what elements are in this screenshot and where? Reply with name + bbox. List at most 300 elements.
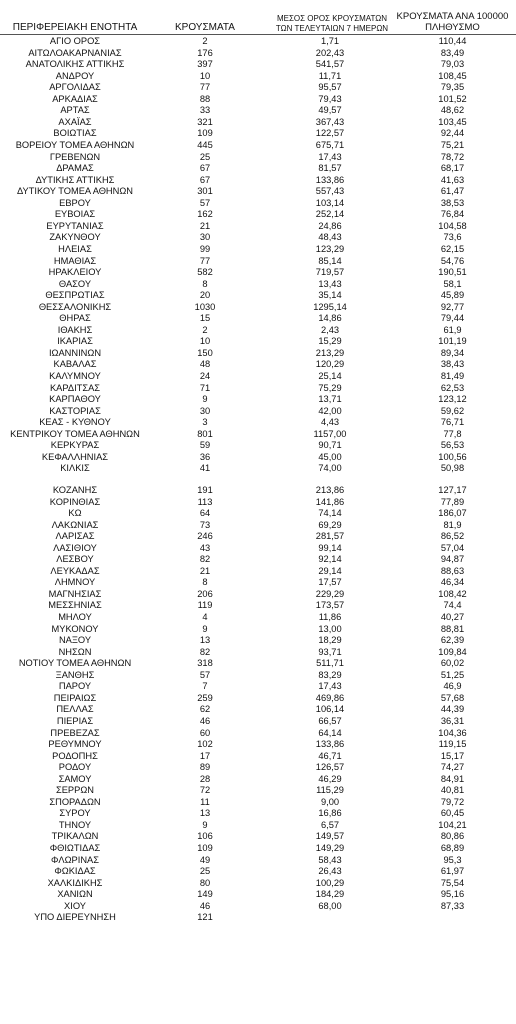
row-cases: 67 — [199, 174, 211, 185]
table-row — [0, 71, 516, 82]
row-per100k: 75,21 — [440, 140, 465, 150]
row-avg7: 29,14 — [318, 565, 342, 576]
table-row — [0, 878, 516, 889]
row-cases: 1030 — [194, 301, 216, 312]
row-cases: 10 — [199, 70, 211, 81]
table-row — [0, 912, 516, 923]
row-cases: 36 — [199, 451, 211, 462]
row-region: ΚΑΡΠΑΘΟΥ — [49, 394, 101, 405]
table-row — [0, 855, 516, 866]
row-cases: 582 — [197, 267, 213, 277]
table-row — [0, 371, 516, 382]
row-per100k: 119,15 — [438, 739, 467, 749]
row-per100k: 58,1 — [443, 278, 462, 289]
row-region: ΚΙΛΚΙΣ — [60, 463, 90, 474]
table-row — [0, 808, 516, 819]
table-row — [0, 658, 516, 669]
row-per100k: 103,45 — [438, 116, 467, 127]
table-row — [0, 463, 516, 474]
row-region: ΧΑΛΚΙΔΙΚΗΣ — [47, 877, 103, 888]
table-row — [0, 589, 516, 600]
row-cases: 176 — [197, 47, 213, 58]
row-region: ΤΡΙΚΑΛΩΝ — [51, 831, 99, 842]
table-row — [0, 785, 516, 796]
row-region: ΜΕΣΣΗΝΙΑΣ — [48, 600, 102, 611]
row-cases: 113 — [197, 496, 213, 507]
row-per100k: 36,31 — [440, 715, 465, 726]
row-avg7: 719,57 — [315, 267, 345, 277]
row-cases: 28 — [199, 773, 211, 784]
table-row — [0, 209, 516, 220]
row-per100k: 81,9 — [443, 519, 462, 530]
row-region: ΗΡΑΚΛΕΙΟΥ — [48, 267, 102, 277]
row-per100k: 76,71 — [440, 417, 465, 428]
row-region: ΚΑΣΤΟΡΙΑΣ — [49, 405, 101, 416]
row-region: ΠΙΕΡΙΑΣ — [56, 715, 94, 726]
row-per100k: 62,53 — [440, 382, 465, 393]
row-per100k: 110,44 — [438, 36, 467, 46]
row-per100k: 38,43 — [440, 359, 465, 370]
row-cases: 246 — [197, 531, 213, 542]
row-cases: 9 — [202, 623, 208, 634]
row-per100k: 74,27 — [440, 762, 465, 773]
row-region: ΗΜΑΘΙΑΣ — [53, 255, 97, 266]
row-cases: 4 — [202, 612, 208, 622]
row-avg7: 16,86 — [318, 808, 342, 819]
row-cases: 73 — [199, 519, 211, 530]
row-per100k: 15,17 — [440, 750, 465, 761]
row-per100k: 84,91 — [440, 773, 465, 784]
table-row — [0, 290, 516, 301]
row-per100k: 54,76 — [440, 255, 465, 266]
row-region: ΕΥΒΟΙΑΣ — [54, 209, 96, 220]
row-avg7: 69,29 — [318, 519, 342, 530]
table-row — [0, 82, 516, 93]
row-region: ΔΥΤΙΚΟΥ ΤΟΜΕΑ ΑΘΗΝΩΝ — [16, 186, 134, 197]
row-region: ΚΟΖΑΝΗΣ — [52, 484, 98, 495]
row-avg7: 1,71 — [320, 36, 340, 46]
row-per100k: 92,77 — [440, 301, 465, 312]
row-region: ΥΠΟ ΔΙΕΡΕΥΝΗΣΗ — [34, 912, 116, 923]
table-row — [0, 681, 516, 692]
table-row — [0, 406, 516, 417]
row-avg7: 541,57 — [315, 59, 345, 70]
row-cases: 17 — [199, 750, 211, 761]
row-region: ΠΑΡΟΥ — [58, 681, 92, 692]
row-avg7: 9,00 — [320, 796, 340, 807]
row-region: ΡΟΔΟΥ — [58, 762, 92, 773]
row-avg7: 123,29 — [315, 243, 345, 254]
row-per100k: 100,56 — [438, 451, 467, 462]
row-region: ΣΕΡΡΩΝ — [55, 785, 94, 796]
table-row — [0, 48, 516, 59]
row-avg7: 2,43 — [320, 324, 340, 335]
table-row — [0, 728, 516, 739]
row-per100k: 76,84 — [440, 209, 465, 220]
table-row — [0, 383, 516, 394]
table-row — [0, 394, 516, 405]
row-region: ΚΩ — [68, 508, 82, 518]
table-row — [0, 105, 516, 116]
table-row — [0, 256, 516, 267]
table-row — [0, 543, 516, 554]
row-region: ΛΗΜΝΟΥ — [54, 577, 96, 588]
row-cases: 9 — [202, 819, 208, 830]
table-row — [0, 94, 516, 105]
row-avg7: 11,71 — [318, 70, 342, 81]
row-region: ΚΑΡΔΙΤΣΑΣ — [49, 382, 101, 393]
row-avg7: 100,29 — [315, 877, 345, 888]
row-avg7: 1295,14 — [313, 301, 347, 312]
row-avg7: 17,43 — [318, 681, 342, 692]
row-per100k: 95,3 — [443, 854, 462, 865]
row-region: ΦΘΙΩΤΙΔΑΣ — [49, 843, 101, 853]
table-row — [0, 716, 516, 727]
row-per100k: 38,53 — [440, 197, 465, 208]
row-region: ΕΥΡΥΤΑΝΙΑΣ — [46, 220, 104, 231]
row-region: ΚΑΛΥΜΝΟΥ — [49, 371, 101, 381]
row-region: ΡΕΘΥΜΝΟΥ — [48, 739, 102, 749]
row-avg7: 1157,00 — [313, 428, 347, 439]
row-per100k: 104,21 — [438, 819, 467, 830]
row-cases: 57 — [199, 197, 211, 208]
row-per100k: 78,72 — [440, 151, 465, 162]
row-cases: 3 — [202, 417, 208, 428]
row-region: ΒΟΙΩΤΙΑΣ — [53, 128, 97, 139]
row-avg7: 46,71 — [318, 750, 342, 761]
row-cases: 109 — [197, 128, 213, 139]
row-avg7: 25,14 — [318, 371, 342, 381]
row-avg7: 45,00 — [318, 451, 342, 462]
row-cases: 59 — [199, 440, 211, 451]
row-region: ΒΟΡΕΙΟΥ ΤΟΜΕΑ ΑΘΗΝΩΝ — [15, 140, 135, 150]
row-per100k: 87,33 — [440, 900, 465, 911]
row-cases: 77 — [199, 255, 211, 266]
row-region: ΣΑΜΟΥ — [58, 773, 92, 784]
row-cases: 72 — [199, 785, 211, 796]
row-cases: 162 — [197, 209, 213, 220]
row-region: ΑΡΤΑΣ — [60, 105, 90, 116]
row-per100k: 61,47 — [440, 186, 465, 197]
table-row — [0, 843, 516, 854]
table-row — [0, 647, 516, 658]
row-cases: 80 — [199, 877, 211, 888]
row-per100k: 79,35 — [440, 82, 465, 93]
row-cases: 191 — [197, 484, 213, 495]
row-cases: 82 — [199, 646, 211, 657]
row-avg7: 64,14 — [318, 727, 342, 738]
row-region: ΛΑΡΙΣΑΣ — [55, 531, 95, 542]
row-per100k: 45,89 — [440, 290, 465, 301]
row-avg7: 469,86 — [315, 692, 345, 703]
row-per100k: 95,16 — [440, 889, 465, 900]
row-avg7: 281,57 — [315, 531, 345, 542]
row-region: ΕΒΡΟΥ — [59, 197, 91, 208]
row-avg7: 13,00 — [318, 623, 342, 634]
row-avg7: 85,14 — [318, 255, 342, 266]
table-row — [0, 152, 516, 163]
row-cases: 8 — [202, 577, 208, 588]
row-avg7: 93,71 — [318, 646, 342, 657]
table-row — [0, 762, 516, 773]
table-row — [0, 232, 516, 243]
header-cases: ΚΡΟΥΣΜΑΤΑ — [175, 22, 235, 33]
row-cases: 445 — [197, 140, 213, 150]
table-row — [0, 128, 516, 139]
table-row — [0, 429, 516, 440]
row-avg7: 81,57 — [318, 163, 342, 174]
row-avg7: 24,86 — [318, 220, 342, 231]
table-row — [0, 693, 516, 704]
row-per100k: 40,81 — [440, 785, 465, 796]
row-region: ΛΕΣΒΟΥ — [56, 554, 94, 565]
row-region: ΜΗΛΟΥ — [58, 612, 92, 622]
row-per100k: 186,07 — [438, 508, 467, 518]
row-per100k: 40,27 — [440, 612, 465, 622]
header-region: ΠΕΡΙΦΕΡΕΙΑΚΗ ΕΝΟΤΗΤΑ — [12, 22, 138, 33]
row-avg7: 202,43 — [315, 47, 345, 58]
table-row — [0, 348, 516, 359]
row-per100k: 57,68 — [440, 692, 465, 703]
table-row — [0, 901, 516, 912]
row-region: ΔΥΤΙΚΗΣ ΑΤΤΙΚΗΣ — [35, 174, 115, 185]
row-avg7: 17,43 — [318, 151, 342, 162]
row-cases: 206 — [197, 588, 213, 599]
row-avg7: 35,14 — [318, 290, 342, 301]
row-region: ΛΑΣΙΘΙΟΥ — [53, 542, 97, 553]
row-region: ΝΗΣΩΝ — [58, 646, 92, 657]
row-region: ΑΓΙΟ ΟΡΟΣ — [49, 36, 101, 46]
row-cases: 99 — [199, 243, 211, 254]
row-avg7: 141,86 — [315, 496, 345, 507]
row-per100k: 104,58 — [438, 220, 467, 231]
row-avg7: 213,29 — [315, 347, 345, 358]
row-cases: 8 — [202, 278, 208, 289]
row-avg7: 92,14 — [318, 554, 342, 565]
row-avg7: 49,57 — [318, 105, 342, 116]
row-cases: 301 — [197, 186, 213, 197]
row-avg7: 66,57 — [318, 715, 342, 726]
row-per100k: 101,52 — [438, 93, 467, 104]
row-cases: 64 — [199, 508, 211, 518]
row-cases: 82 — [199, 554, 211, 565]
table-row — [0, 244, 516, 255]
row-avg7: 557,43 — [315, 186, 345, 197]
row-cases: 119 — [197, 600, 213, 611]
row-region: ΙΘΑΚΗΣ — [57, 324, 93, 335]
table-row — [0, 117, 516, 128]
table-row — [0, 831, 516, 842]
row-avg7: 675,71 — [315, 140, 345, 150]
table-row — [0, 612, 516, 623]
row-cases: 33 — [199, 105, 211, 116]
row-avg7: 42,00 — [318, 405, 342, 416]
row-cases: 67 — [199, 163, 211, 174]
row-region: ΔΡΑΜΑΣ — [56, 163, 94, 174]
row-avg7: 15,29 — [318, 336, 342, 347]
row-cases: 71 — [199, 382, 211, 393]
row-avg7: 26,43 — [318, 866, 342, 877]
table-row — [0, 797, 516, 808]
row-cases: 149 — [197, 889, 213, 900]
row-region: ΝΑΞΟΥ — [58, 635, 92, 646]
row-cases: 21 — [199, 220, 211, 231]
row-cases: 25 — [199, 151, 211, 162]
row-avg7: 229,29 — [315, 588, 345, 599]
row-per100k: 94,87 — [440, 554, 465, 565]
table-row — [0, 670, 516, 681]
row-cases: 259 — [197, 692, 213, 703]
table-row — [0, 624, 516, 635]
row-cases: 48 — [199, 359, 211, 370]
row-per100k: 127,17 — [438, 484, 467, 495]
row-per100k: 86,52 — [440, 531, 465, 542]
row-region: ΠΕΙΡΑΙΩΣ — [53, 692, 97, 703]
row-cases: 62 — [199, 704, 211, 715]
row-region: ΚΕΦΑΛΛΗΝΙΑΣ — [41, 451, 109, 462]
row-avg7: 115,29 — [316, 785, 344, 796]
row-cases: 7 — [202, 681, 208, 692]
row-avg7: 46,29 — [318, 773, 342, 784]
row-region: ΘΑΣΟΥ — [58, 278, 92, 289]
table-row — [0, 485, 516, 496]
row-cases: 13 — [199, 635, 211, 646]
row-region: ΠΡΕΒΕΖΑΣ — [50, 727, 100, 738]
row-cases: 57 — [199, 669, 211, 680]
row-avg7: 103,14 — [315, 197, 345, 208]
table-row — [0, 704, 516, 715]
table-row — [0, 336, 516, 347]
row-region: ΘΕΣΣΑΛΟΝΙΚΗΣ — [38, 301, 112, 312]
row-per100k: 104,36 — [438, 727, 467, 738]
row-per100k: 59,62 — [440, 405, 465, 416]
table-row — [0, 359, 516, 370]
row-per100k: 83,49 — [440, 47, 465, 58]
row-cases: 15 — [199, 313, 211, 324]
row-region: ΣΥΡΟΥ — [59, 808, 91, 819]
row-cases: 102 — [197, 739, 213, 749]
row-avg7: 126,57 — [315, 762, 345, 773]
table-row — [0, 866, 516, 877]
row-per100k: 73,6 — [443, 232, 462, 243]
table-row — [0, 497, 516, 508]
row-per100k: 44,39 — [440, 704, 465, 715]
row-region: ΡΟΔΟΠΗΣ — [52, 750, 98, 761]
row-region: ΑΡΓΟΛΙΔΑΣ — [49, 82, 101, 93]
row-per100k: 77,8 — [443, 428, 462, 439]
row-cases: 24 — [199, 371, 211, 381]
row-avg7: 11,86 — [318, 612, 342, 622]
row-per100k: 56,53 — [440, 440, 465, 451]
row-per100k: 60,02 — [440, 658, 465, 669]
table-row — [0, 140, 516, 151]
row-per100k: 51,25 — [440, 669, 465, 680]
table-row — [0, 520, 516, 531]
row-region: ΑΝΑΤΟΛΙΚΗΣ ΑΤΤΙΚΗΣ — [25, 59, 125, 70]
row-cases: 25 — [199, 866, 211, 877]
row-per100k: 89,34 — [440, 347, 465, 358]
row-per100k: 77,89 — [440, 496, 465, 507]
table-row — [0, 452, 516, 463]
row-avg7: 75,29 — [318, 382, 342, 393]
row-cases: 89 — [199, 762, 211, 773]
row-avg7: 74,14 — [318, 508, 342, 518]
row-avg7: 95,57 — [318, 82, 342, 93]
table-row — [0, 635, 516, 646]
row-cases: 30 — [199, 405, 211, 416]
row-cases: 109 — [197, 843, 213, 853]
row-per100k: 46,9 — [443, 681, 462, 692]
row-cases: 60 — [199, 727, 211, 738]
row-region: ΙΚΑΡΙΑΣ — [57, 336, 93, 347]
table-row — [0, 279, 516, 290]
row-region: ΝΟΤΙΟΥ ΤΟΜΕΑ ΑΘΗΝΩΝ — [18, 658, 132, 669]
row-per100k: 101,19 — [438, 336, 467, 347]
row-per100k: 88,63 — [440, 565, 465, 576]
row-cases: 20 — [199, 290, 211, 301]
row-avg7: 367,43 — [315, 116, 345, 127]
row-per100k: 50,98 — [440, 463, 465, 474]
table-row — [0, 577, 516, 588]
table-row — [0, 302, 516, 313]
row-per100k: 79,44 — [440, 313, 465, 324]
row-per100k: 123,12 — [438, 394, 467, 405]
row-avg7: 120,29 — [315, 359, 345, 370]
row-region: ΦΛΩΡΙΝΑΣ — [50, 854, 100, 865]
row-avg7: 13,43 — [318, 278, 342, 289]
row-avg7: 133,86 — [315, 739, 345, 749]
row-cases: 46 — [199, 715, 211, 726]
row-region: ΤΗΝΟΥ — [58, 819, 92, 830]
table-row — [0, 267, 516, 278]
row-cases: 13 — [199, 808, 211, 819]
row-cases: 150 — [197, 347, 213, 358]
row-avg7: 90,71 — [318, 440, 342, 451]
row-region: ΧΑΝΙΩΝ — [57, 889, 93, 900]
table-row — [0, 313, 516, 324]
row-region: ΧΙΟΥ — [64, 900, 86, 911]
row-avg7: 74,00 — [318, 463, 342, 474]
row-per100k: 108,42 — [438, 588, 467, 599]
table-row — [0, 417, 516, 428]
table-row — [0, 508, 516, 519]
row-avg7: 106,14 — [315, 704, 345, 715]
table-row — [0, 163, 516, 174]
row-region: ΓΡΕΒΕΝΩΝ — [49, 151, 101, 162]
row-avg7: 149,29 — [315, 843, 345, 853]
row-region: ΑΡΚΑΔΙΑΣ — [52, 93, 98, 104]
row-per100k: 79,72 — [440, 796, 465, 807]
row-cases: 49 — [199, 854, 211, 865]
table-row — [0, 820, 516, 831]
row-region: ΚΕΑΣ - ΚΥΘΝΟΥ — [39, 417, 111, 428]
row-cases: 2 — [202, 36, 208, 46]
row-region: ΑΝΔΡΟΥ — [55, 70, 95, 81]
row-cases: 321 — [197, 116, 213, 127]
row-per100k: 41,63 — [440, 174, 465, 185]
table-row — [0, 59, 516, 70]
table-row — [0, 186, 516, 197]
row-cases: 2 — [202, 324, 208, 335]
row-region: ΛΑΚΩΝΙΑΣ — [51, 519, 99, 530]
row-region: ΖΑΚΥΝΘΟΥ — [49, 232, 101, 243]
row-region: ΜΥΚΟΝΟΥ — [51, 623, 99, 634]
row-region: ΣΠΟΡΑΔΩΝ — [49, 796, 101, 807]
row-per100k: 68,89 — [440, 843, 465, 853]
row-per100k: 68,17 — [440, 163, 465, 174]
row-per100k: 81,49 — [440, 371, 465, 381]
row-per100k: 88,81 — [440, 623, 465, 634]
